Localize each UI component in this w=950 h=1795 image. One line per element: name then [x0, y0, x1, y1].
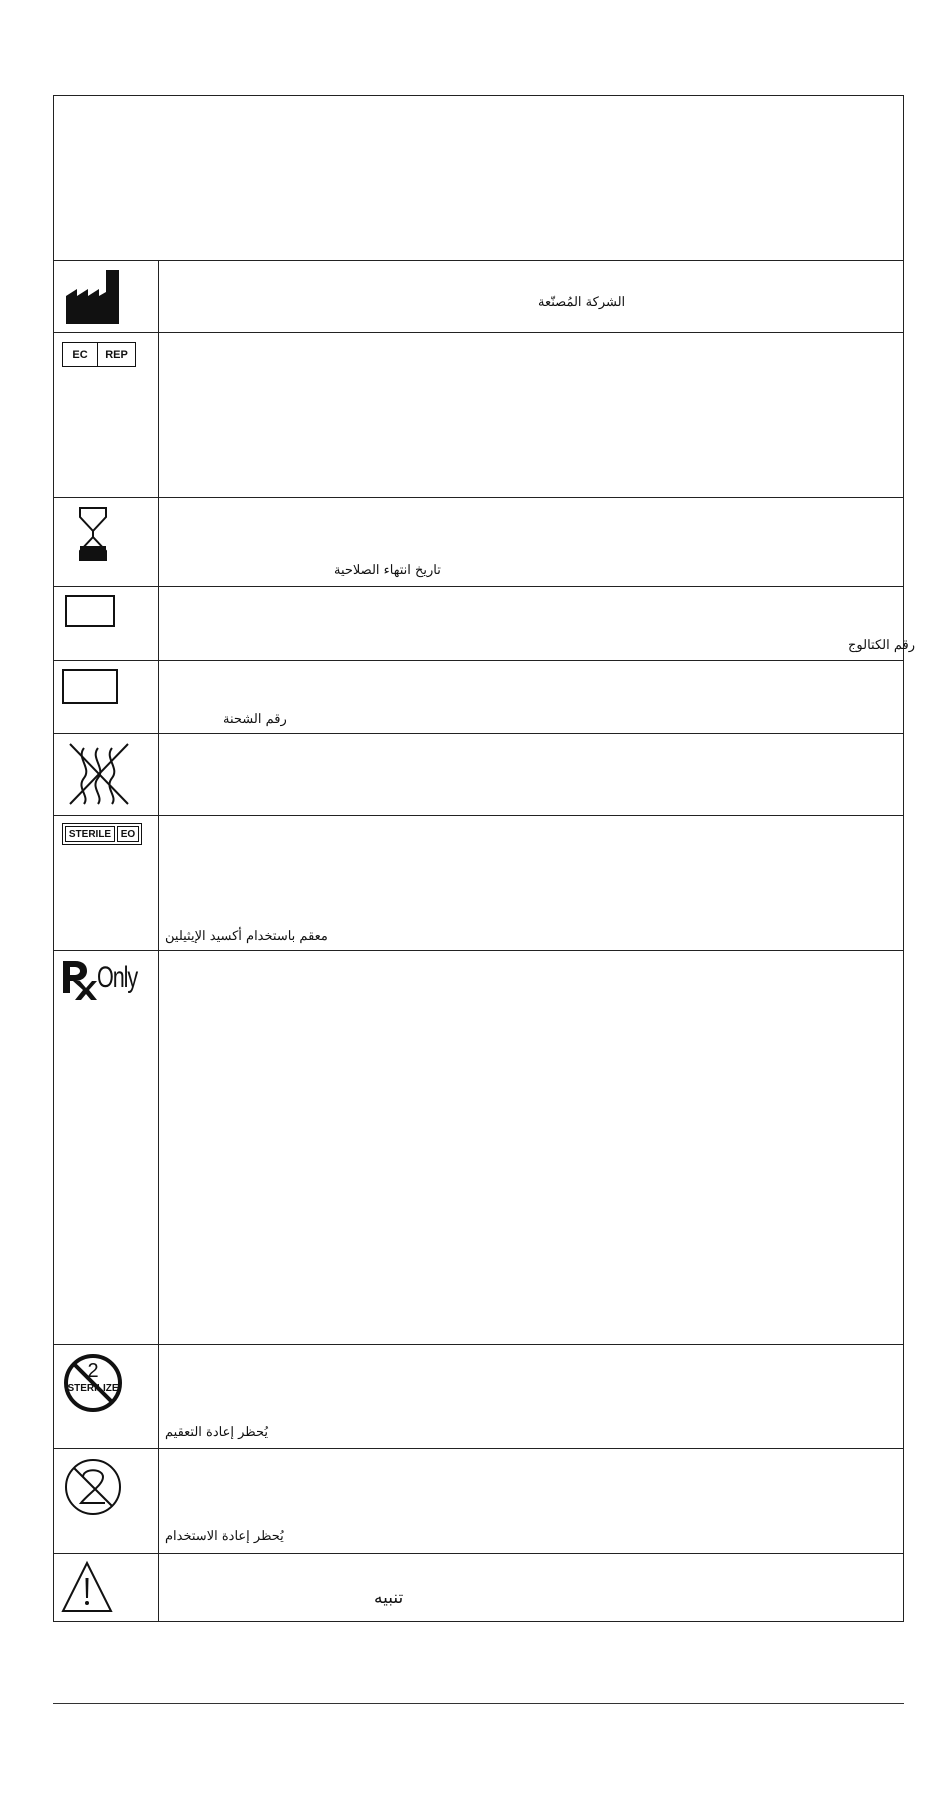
- eo-label: EO: [117, 826, 139, 842]
- table-row-caution: [54, 1553, 903, 1621]
- sterilize-label: STERILIZE: [67, 1383, 119, 1394]
- only-label: Only: [97, 961, 138, 994]
- rx-symbol-icon: [61, 959, 97, 1001]
- rep-label: REP: [105, 348, 128, 361]
- expiry-label: تاريخ انتهاء الصلاحية: [334, 563, 441, 578]
- table-row-ec-rep: [54, 332, 903, 497]
- hourglass-icon: [78, 506, 108, 562]
- icon-cell: [54, 734, 159, 815]
- icon-cell: [54, 261, 159, 332]
- lot-label: رقم الشحنة: [223, 712, 287, 727]
- table-row-do-not-resterilize: [54, 1344, 903, 1448]
- icon-cell: [54, 1449, 159, 1553]
- description-cell: [159, 587, 915, 660]
- icon-cell: [54, 1554, 159, 1621]
- description-cell: [159, 1345, 903, 1448]
- icon-cell: [54, 661, 159, 733]
- description-cell: [159, 661, 903, 733]
- manufacturer-label: الشركة المُصنّعة: [538, 295, 626, 310]
- icon-cell: [54, 587, 159, 660]
- icon-cell: [54, 498, 159, 586]
- description-cell: [159, 498, 903, 586]
- table-row-do-not-reuse: [54, 1448, 903, 1553]
- svg-text:2: 2: [87, 1360, 99, 1382]
- description-cell: [159, 333, 903, 497]
- description-cell: [159, 1554, 903, 1621]
- icon-cell: [54, 816, 159, 950]
- description-cell: [159, 1449, 903, 1553]
- footer-rule: [53, 1703, 904, 1704]
- sterile-label: STERILE: [65, 826, 115, 842]
- factory-icon: [66, 270, 122, 324]
- table-header-row: [54, 96, 903, 260]
- description-cell: [159, 734, 903, 815]
- sterile-eo-label: معقم باستخدام أكسيد الإيثيلين: [165, 929, 328, 944]
- ec-rep-icon: [62, 342, 136, 367]
- icon-cell: [54, 951, 159, 1344]
- description-cell: [159, 816, 903, 950]
- description-cell: [159, 261, 903, 332]
- rx-only-icon: [61, 959, 153, 1001]
- lot-box-icon: [62, 669, 118, 704]
- table-row-manufacturer: [54, 260, 903, 332]
- icon-cell: [54, 333, 159, 497]
- caution-label: تنبيه: [374, 1588, 404, 1608]
- description-cell: [159, 951, 903, 1344]
- table-row-rx-only: [54, 950, 903, 1344]
- sterile-eo-icon: [62, 823, 142, 845]
- ec-label: EC: [63, 343, 98, 366]
- table-row-sterile-eo: [54, 815, 903, 950]
- do-not-resterilize-icon: [63, 1353, 123, 1413]
- do-not-reuse-label: يُحظر إعادة الاستخدام: [165, 1529, 284, 1544]
- table-row-expiry: [54, 497, 903, 586]
- symbols-table: [53, 95, 915, 1622]
- do-not-reuse-icon: [63, 1457, 123, 1517]
- catalog-label: رقم الكتالوج: [848, 638, 915, 653]
- non-pyrogenic-icon: [68, 742, 130, 806]
- table-row-non-pyrogenic: [54, 733, 903, 815]
- caution-icon: [61, 1560, 113, 1614]
- icon-cell: [54, 1345, 159, 1448]
- table-row-catalog: [54, 586, 915, 660]
- table-row-lot: [54, 660, 903, 733]
- catalog-box-icon: [65, 595, 115, 627]
- do-not-resterilize-label: يُحظر إعادة التعقيم: [165, 1425, 268, 1440]
